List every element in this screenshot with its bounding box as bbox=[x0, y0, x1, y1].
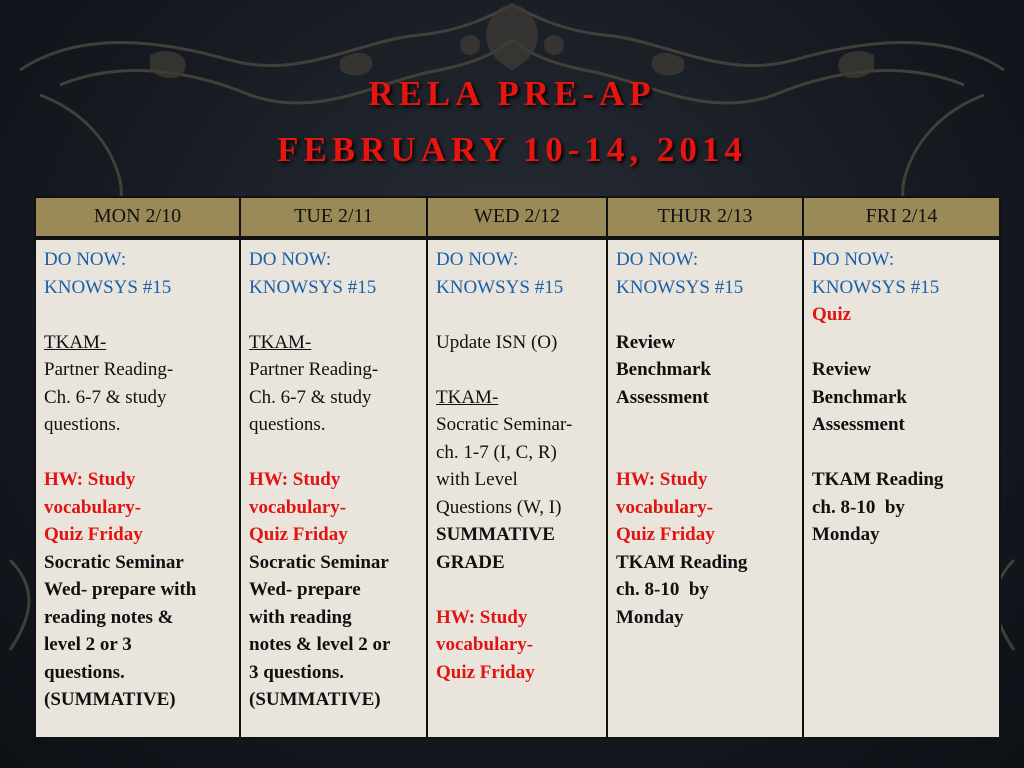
homework-line: Quiz Friday bbox=[616, 524, 715, 545]
day-header-mon: MON 2/10 bbox=[35, 197, 240, 238]
reading-line: Monday bbox=[616, 606, 684, 628]
homework-line: vocabulary- bbox=[249, 496, 347, 518]
note-line: (SUMMATIVE) bbox=[249, 689, 381, 710]
day-cell-thur bbox=[607, 238, 803, 738]
task-line: Partner Reading- bbox=[44, 359, 174, 380]
homework-line: HW: Study bbox=[436, 606, 528, 628]
note-line: (SUMMATIVE) bbox=[44, 689, 176, 710]
note-line: Socratic Seminar bbox=[249, 551, 389, 573]
reading-line: TKAM Reading bbox=[616, 551, 748, 573]
note-line: 3 questions. bbox=[249, 661, 345, 683]
homework-line: HW: Study bbox=[249, 469, 341, 490]
homework-line: vocabulary- bbox=[436, 634, 534, 655]
day-header-fri: FRI 2/14 bbox=[803, 197, 1000, 238]
homework-line: Quiz Friday bbox=[249, 524, 348, 545]
task-line: questions. bbox=[249, 414, 326, 435]
day-cell-wed bbox=[427, 238, 607, 738]
homework-line: vocabulary- bbox=[44, 496, 142, 518]
schedule-header-row bbox=[35, 197, 1000, 238]
review-line: Review bbox=[616, 331, 676, 353]
review-line: Assessment bbox=[616, 386, 709, 408]
weekly-schedule-table bbox=[34, 196, 1001, 739]
homework-line: vocabulary- bbox=[616, 496, 714, 518]
note-line: questions. bbox=[44, 661, 125, 683]
review-line: Review bbox=[812, 359, 872, 380]
homework-line: HW: Study bbox=[44, 469, 136, 490]
page-title-course: RELA PRE-AP bbox=[368, 74, 656, 113]
note-line: notes & level 2 or bbox=[249, 634, 391, 655]
note-line: level 2 or 3 bbox=[44, 634, 132, 655]
tkam-label: TKAM- bbox=[249, 331, 312, 353]
page-title-dates: FEBRUARY 10-14, 2014 bbox=[277, 130, 747, 169]
tkam-label: TKAM- bbox=[436, 386, 499, 408]
task-line: Questions (W, I) bbox=[436, 496, 562, 518]
do-now-label: DO NOW: bbox=[616, 249, 699, 270]
review-line: Benchmark bbox=[616, 359, 711, 380]
do-now-label: DO NOW: bbox=[249, 249, 332, 270]
day-header-thur: THUR 2/13 bbox=[607, 197, 803, 238]
task-line: Socratic Seminar- bbox=[436, 414, 573, 435]
do-now-task: KNOWSYS #15 bbox=[44, 276, 172, 298]
note-line: Socratic Seminar bbox=[44, 551, 184, 573]
reading-line: ch. 8-10 by bbox=[616, 579, 709, 600]
tkam-label: TKAM- bbox=[44, 331, 107, 353]
summative-line: SUMMATIVE bbox=[436, 524, 555, 545]
do-now-label: DO NOW: bbox=[44, 249, 127, 270]
do-now-task: KNOWSYS #15 bbox=[249, 276, 377, 298]
task-line: Ch. 6-7 & study bbox=[249, 386, 372, 408]
do-now-task: KNOWSYS #15 bbox=[616, 276, 744, 298]
day-cell-fri bbox=[803, 238, 1000, 738]
day-header-wed: WED 2/12 bbox=[427, 197, 607, 238]
task-line: ch. 1-7 (I, C, R) bbox=[436, 441, 557, 463]
reading-line: Monday bbox=[812, 524, 880, 545]
reading-line: TKAM Reading bbox=[812, 469, 944, 490]
task-line: questions. bbox=[44, 414, 121, 435]
do-now-label: DO NOW: bbox=[436, 249, 519, 270]
note-line: Wed- prepare bbox=[249, 579, 361, 600]
schedule-body-row bbox=[35, 238, 1000, 738]
update-isn-line: Update ISN (O) bbox=[436, 331, 558, 353]
homework-line: Quiz Friday bbox=[436, 661, 535, 683]
review-line: Assessment bbox=[812, 414, 905, 435]
day-cell-tue bbox=[240, 238, 427, 738]
day-cell-mon bbox=[35, 238, 240, 738]
quiz-label: Quiz bbox=[812, 304, 852, 325]
task-line: Partner Reading- bbox=[249, 359, 379, 380]
task-line: with Level bbox=[436, 469, 518, 490]
homework-line: Quiz Friday bbox=[44, 524, 143, 545]
note-line: reading notes & bbox=[44, 606, 174, 628]
do-now-task: KNOWSYS #15 bbox=[436, 276, 564, 298]
do-now-task: KNOWSYS #15 bbox=[812, 276, 940, 298]
note-line: Wed- prepare with bbox=[44, 579, 197, 600]
summative-line: GRADE bbox=[436, 551, 505, 573]
task-line: Ch. 6-7 & study bbox=[44, 386, 167, 408]
day-header-tue: TUE 2/11 bbox=[240, 197, 427, 238]
homework-line: HW: Study bbox=[616, 469, 708, 490]
reading-line: ch. 8-10 by bbox=[812, 496, 905, 518]
note-line: with reading bbox=[249, 606, 352, 628]
do-now-label: DO NOW: bbox=[812, 249, 895, 270]
review-line: Benchmark bbox=[812, 386, 907, 408]
